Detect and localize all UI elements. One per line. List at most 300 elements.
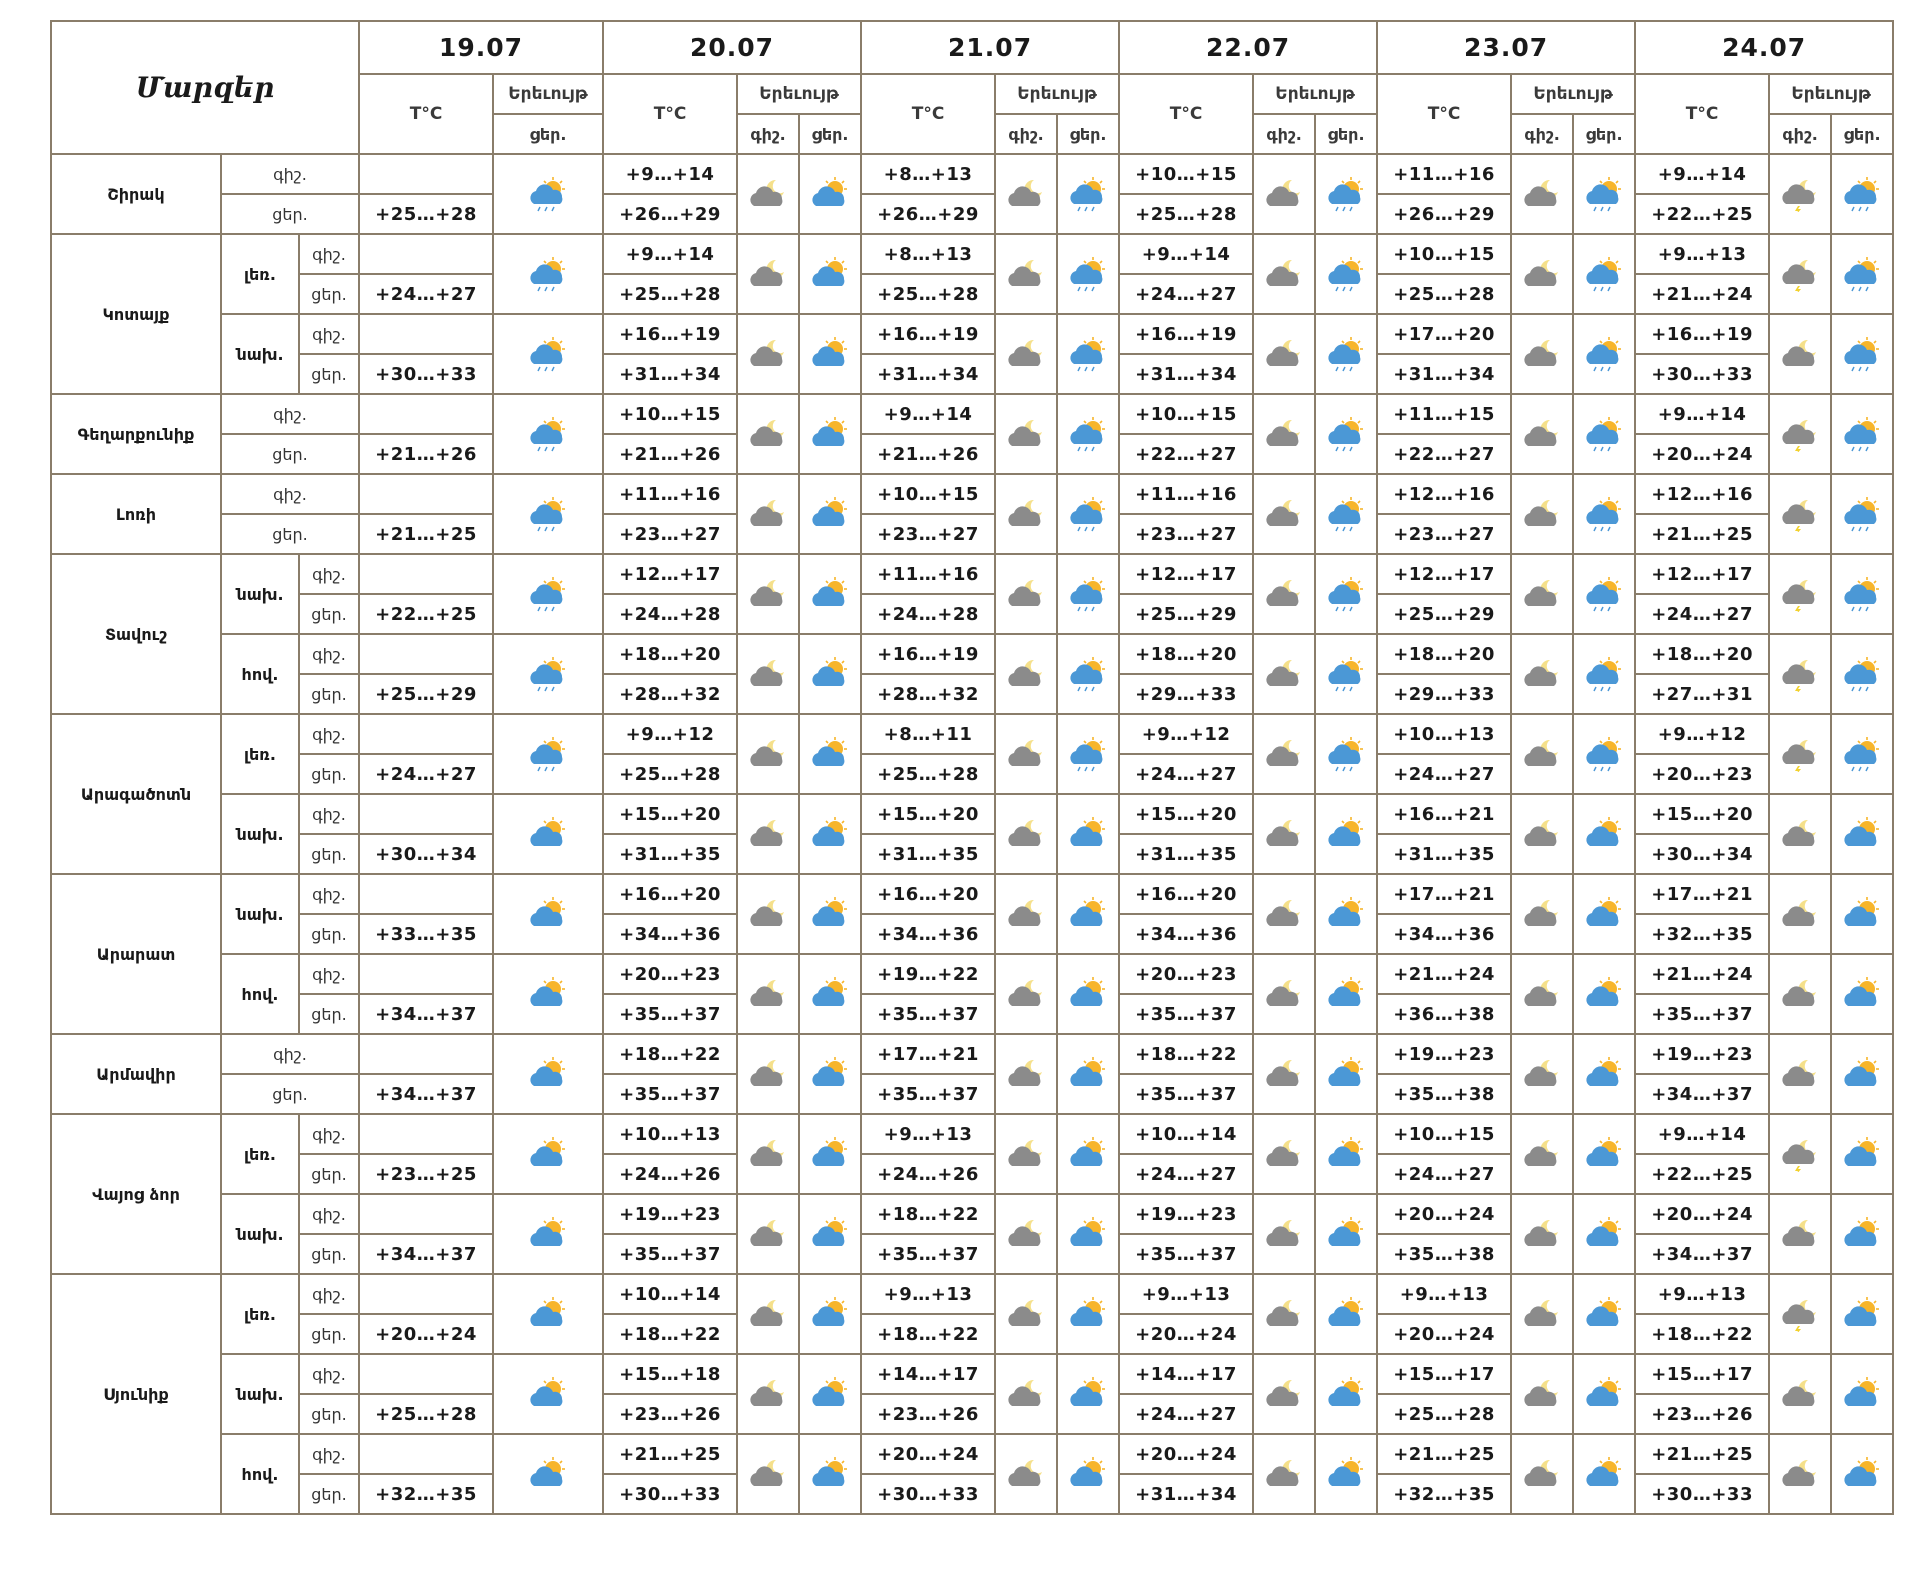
night-temp: +16…+20 — [861, 874, 995, 914]
day-temp: +31…+34 — [1377, 354, 1511, 394]
night-temp: +14…+17 — [861, 1354, 995, 1394]
day-temp: +24…+27 — [1119, 274, 1253, 314]
night-temp: +8…+11 — [861, 714, 995, 754]
day-weather-cell — [799, 1114, 861, 1194]
table-body — [51, 154, 1893, 1514]
night-weather-cell — [1253, 1434, 1315, 1514]
moon-cloud-icon — [1262, 576, 1306, 612]
day-weather-cell — [799, 794, 861, 874]
moon-cloud-icon — [1778, 336, 1822, 372]
day-weather-cell — [1057, 634, 1119, 714]
day-weather-cell — [1831, 1354, 1893, 1434]
day-weather-cell — [799, 1354, 861, 1434]
day-temp: +24…+27 — [1377, 1154, 1511, 1194]
night-temp: +21…+24 — [1635, 954, 1769, 994]
table-row — [51, 794, 1893, 834]
night-weather-cell — [737, 634, 799, 714]
zone-name: նախ. — [221, 1354, 299, 1434]
night-temp: +9…+14 — [1635, 154, 1769, 194]
night-temp: +11…+16 — [1119, 474, 1253, 514]
day-label: ցեր. — [299, 1394, 359, 1434]
night-weather-cell — [1253, 154, 1315, 234]
table-row — [51, 874, 1893, 914]
day-weather-cell — [1315, 874, 1377, 954]
day-temp: +28…+32 — [861, 674, 995, 714]
day-temp: +31…+35 — [603, 834, 737, 874]
night-weather-cell — [1253, 1114, 1315, 1194]
night-weather-cell — [737, 234, 799, 314]
table-row — [51, 234, 1893, 274]
day-temp: +25…+28 — [603, 274, 737, 314]
day-weather-cell — [1057, 554, 1119, 634]
night-temp: +9…+13 — [1635, 1274, 1769, 1314]
night-weather-cell — [1253, 1354, 1315, 1434]
sun-cloud-icon — [1066, 1456, 1110, 1492]
night-weather-cell — [995, 394, 1057, 474]
table-row — [51, 1034, 1893, 1074]
night-temp: +16…+20 — [1119, 874, 1253, 914]
moon-cloud-icon — [1520, 736, 1564, 772]
day-temp: +22…+25 — [1635, 194, 1769, 234]
moon-cloud-icon — [1262, 416, 1306, 452]
night-temp: +12…+17 — [1635, 554, 1769, 594]
weather-icon-cell — [493, 954, 603, 1034]
region-name: Արմավիր — [51, 1034, 221, 1114]
day-temp: +34…+37 — [359, 994, 493, 1034]
night-temp: +17…+21 — [1377, 874, 1511, 914]
sun-cloud-icon — [808, 1056, 852, 1092]
day-weather-cell — [799, 234, 861, 314]
day-weather-cell — [1573, 1034, 1635, 1114]
day-weather-cell — [1057, 1194, 1119, 1274]
day-temp: +31…+34 — [1119, 354, 1253, 394]
table-row — [51, 154, 1893, 194]
night-temp: +9…+14 — [1119, 234, 1253, 274]
sun-cloud-icon — [526, 1056, 570, 1092]
night-weather-cell — [995, 714, 1057, 794]
day-weather-cell — [1831, 314, 1893, 394]
day-temp: +20…+24 — [1119, 1314, 1253, 1354]
sun-cloud-icon — [808, 496, 852, 532]
sun-cloud-icon — [526, 976, 570, 1012]
sun-cloud-icon — [1066, 1376, 1110, 1412]
day-temp: +29…+33 — [1119, 674, 1253, 714]
sun-cloud-rain-icon — [1324, 576, 1368, 612]
weather-icon-cell — [493, 874, 603, 954]
night-temp: +20…+23 — [603, 954, 737, 994]
region-name: Կոտայք — [51, 234, 221, 394]
night-weather-cell — [995, 874, 1057, 954]
day-temp: +24…+26 — [603, 1154, 737, 1194]
night-temp: +11…+15 — [1377, 394, 1511, 434]
table-row — [51, 474, 1893, 514]
night-temp: +9…+14 — [1635, 1114, 1769, 1154]
day-temp: +25…+28 — [1119, 194, 1253, 234]
sun-cloud-icon — [1324, 1296, 1368, 1332]
moon-cloud-icon — [746, 976, 790, 1012]
day-weather-cell — [1315, 794, 1377, 874]
day-temp: +35…+37 — [1119, 994, 1253, 1034]
moon-cloud-icon — [1520, 416, 1564, 452]
night-temp — [359, 1194, 493, 1234]
night-temp: +21…+24 — [1377, 954, 1511, 994]
table-row — [51, 634, 1893, 674]
night-temp: +18…+22 — [861, 1194, 995, 1234]
night-weather-cell — [737, 1194, 799, 1274]
day-weather-cell — [1573, 1114, 1635, 1194]
day-weather-cell — [799, 394, 861, 474]
night-weather-cell — [995, 794, 1057, 874]
day-temp: +35…+37 — [861, 1074, 995, 1114]
day-weather-cell — [1831, 1434, 1893, 1514]
zone-name: հով. — [221, 954, 299, 1034]
night-temp: +16…+19 — [1635, 314, 1769, 354]
moon-cloud-icon — [746, 1296, 790, 1332]
moon-cloud-icon — [1520, 496, 1564, 532]
moon-cloud-icon — [1004, 576, 1048, 612]
day-weather-cell — [1831, 154, 1893, 234]
day-weather-cell — [1831, 1114, 1893, 1194]
moon-cloud-thunder-icon — [1778, 176, 1822, 212]
night-label: գիշ. — [299, 634, 359, 674]
night-temp — [359, 1274, 493, 1314]
weather-icon-cell — [493, 714, 603, 794]
night-weather-cell — [995, 474, 1057, 554]
night-label: գիշ. — [299, 1354, 359, 1394]
day-temp: +35…+37 — [861, 994, 995, 1034]
weather-icon-cell — [493, 634, 603, 714]
moon-cloud-icon — [1778, 1456, 1822, 1492]
night-weather-cell — [1511, 154, 1573, 234]
moon-cloud-icon — [746, 416, 790, 452]
day-temp: +31…+35 — [861, 834, 995, 874]
table-row — [51, 1114, 1893, 1154]
sun-cloud-icon — [808, 576, 852, 612]
day-label: ցեր. — [299, 754, 359, 794]
sun-cloud-rain-icon — [1582, 576, 1626, 612]
night-temp: +18…+22 — [1119, 1034, 1253, 1074]
date-header: 20.07 — [603, 21, 861, 74]
night-weather-cell — [1511, 1034, 1573, 1114]
day-temp: +24…+27 — [359, 754, 493, 794]
day-weather-cell — [1573, 634, 1635, 714]
sun-cloud-rain-icon — [1840, 256, 1884, 292]
night-label: գիշ. — [299, 1434, 359, 1474]
moon-cloud-icon — [746, 1056, 790, 1092]
night-temp: +15…+18 — [603, 1354, 737, 1394]
day-temp: +23…+25 — [359, 1154, 493, 1194]
day-temp: +23…+27 — [861, 514, 995, 554]
sun-cloud-rain-icon — [526, 416, 570, 452]
day-label: ցեր. — [299, 674, 359, 714]
sun-cloud-rain-icon — [1066, 576, 1110, 612]
night-temp: +8…+13 — [861, 234, 995, 274]
sun-cloud-icon — [1582, 1136, 1626, 1172]
night-weather-cell — [995, 1274, 1057, 1354]
night-weather-cell — [1769, 714, 1831, 794]
sun-cloud-icon — [808, 256, 852, 292]
sun-cloud-icon — [1582, 1056, 1626, 1092]
day-weather-cell — [799, 1274, 861, 1354]
night-temp — [359, 154, 493, 194]
day-temp: +31…+34 — [861, 354, 995, 394]
night-weather-cell — [995, 1434, 1057, 1514]
temp-column-header: T°C — [1377, 74, 1511, 154]
day-temp: +25…+29 — [1119, 594, 1253, 634]
night-temp: +9…+13 — [1119, 1274, 1253, 1314]
night-label: գիշ. — [221, 474, 359, 514]
day-temp: +23…+26 — [861, 1394, 995, 1434]
night-temp — [359, 634, 493, 674]
sun-cloud-icon — [1582, 1376, 1626, 1412]
day-label: ցեր. — [221, 194, 359, 234]
night-weather-cell — [737, 154, 799, 234]
moon-cloud-thunder-icon — [1778, 256, 1822, 292]
sun-cloud-icon — [1324, 1136, 1368, 1172]
table-row — [51, 1354, 1893, 1394]
day-weather-cell — [1057, 1034, 1119, 1114]
sun-cloud-icon — [1582, 896, 1626, 932]
day-label: ցեր. — [299, 1234, 359, 1274]
night-temp: +17…+20 — [1377, 314, 1511, 354]
day-temp: +25…+29 — [1377, 594, 1511, 634]
day-weather-cell — [1831, 954, 1893, 1034]
day-temp: +23…+27 — [603, 514, 737, 554]
night-temp: +16…+19 — [1119, 314, 1253, 354]
night-weather-cell — [737, 1034, 799, 1114]
weather-icon-cell — [493, 474, 603, 554]
night-weather-cell — [995, 554, 1057, 634]
day-temp: +25…+29 — [359, 674, 493, 714]
moon-cloud-icon — [1778, 1376, 1822, 1412]
night-temp: +14…+17 — [1119, 1354, 1253, 1394]
zone-name: հով. — [221, 1434, 299, 1514]
day-temp: +35…+37 — [603, 1074, 737, 1114]
day-temp: +21…+25 — [359, 514, 493, 554]
night-temp: +9…+14 — [603, 154, 737, 194]
sun-cloud-icon — [1066, 816, 1110, 852]
moon-cloud-thunder-icon — [1778, 416, 1822, 452]
night-temp: +21…+25 — [1377, 1434, 1511, 1474]
moon-cloud-icon — [1262, 976, 1306, 1012]
day-temp: +18…+22 — [1635, 1314, 1769, 1354]
day-weather-cell — [1831, 794, 1893, 874]
day-temp: +25…+28 — [861, 274, 995, 314]
moon-cloud-thunder-icon — [1778, 1136, 1822, 1172]
sun-cloud-icon — [1840, 896, 1884, 932]
sun-cloud-icon — [808, 416, 852, 452]
night-temp: +9…+14 — [603, 234, 737, 274]
day-weather-cell — [1573, 714, 1635, 794]
day-temp: +21…+26 — [359, 434, 493, 474]
day-label: ցեր. — [299, 834, 359, 874]
day-temp: +30…+33 — [359, 354, 493, 394]
sun-cloud-icon — [1582, 816, 1626, 852]
moon-cloud-icon — [1262, 1136, 1306, 1172]
day-weather-cell — [1057, 1274, 1119, 1354]
day-weather-cell — [1831, 554, 1893, 634]
day-temp: +22…+25 — [1635, 1154, 1769, 1194]
day-temp: +26…+29 — [861, 194, 995, 234]
temp-column-header: T°C — [861, 74, 995, 154]
moon-cloud-icon — [1778, 816, 1822, 852]
day-temp: +34…+37 — [359, 1074, 493, 1114]
day-weather-cell — [799, 634, 861, 714]
night-weather-cell — [1769, 634, 1831, 714]
day-temp: +26…+29 — [1377, 194, 1511, 234]
night-subheader: գիշ. — [1769, 114, 1831, 154]
temp-column-header: T°C — [359, 74, 493, 154]
night-temp: +10…+14 — [603, 1274, 737, 1314]
moon-cloud-icon — [1520, 1216, 1564, 1252]
night-temp: +21…+25 — [603, 1434, 737, 1474]
night-temp: +18…+20 — [1119, 634, 1253, 674]
moon-cloud-icon — [1262, 816, 1306, 852]
weather-icon-cell — [493, 234, 603, 314]
day-weather-cell — [1315, 1274, 1377, 1354]
moon-cloud-thunder-icon — [1778, 1296, 1822, 1332]
day-temp: +29…+33 — [1377, 674, 1511, 714]
zone-name: լեռ. — [221, 1274, 299, 1354]
night-weather-cell — [1253, 954, 1315, 1034]
sun-cloud-rain-icon — [1582, 256, 1626, 292]
sun-cloud-icon — [808, 1216, 852, 1252]
night-label: գիշ. — [299, 314, 359, 354]
day-temp: +23…+27 — [1377, 514, 1511, 554]
night-temp — [359, 1354, 493, 1394]
night-temp: +19…+23 — [1635, 1034, 1769, 1074]
day-subheader: ցեր. — [493, 114, 603, 154]
sun-cloud-rain-icon — [1066, 736, 1110, 772]
day-weather-cell — [1315, 1194, 1377, 1274]
day-temp: +30…+33 — [861, 1474, 995, 1514]
sun-cloud-icon — [1582, 1216, 1626, 1252]
night-weather-cell — [1253, 1194, 1315, 1274]
day-label: ցեր. — [299, 1474, 359, 1514]
sun-cloud-rain-icon — [1324, 416, 1368, 452]
night-label: գիշ. — [299, 554, 359, 594]
moon-cloud-icon — [1004, 416, 1048, 452]
night-weather-cell — [1511, 874, 1573, 954]
moon-cloud-thunder-icon — [1778, 736, 1822, 772]
day-temp: +24…+28 — [603, 594, 737, 634]
day-weather-cell — [1057, 874, 1119, 954]
night-temp — [359, 314, 493, 354]
night-temp: +15…+17 — [1377, 1354, 1511, 1394]
sun-cloud-icon — [1324, 1216, 1368, 1252]
regions-header: Մարզեր — [51, 21, 359, 154]
night-label: գիշ. — [221, 154, 359, 194]
moon-cloud-icon — [1262, 1296, 1306, 1332]
moon-cloud-icon — [1262, 256, 1306, 292]
day-weather-cell — [1315, 634, 1377, 714]
sun-cloud-rain-icon — [1066, 496, 1110, 532]
night-temp — [359, 874, 493, 914]
night-temp: +12…+16 — [1377, 474, 1511, 514]
night-weather-cell — [1769, 394, 1831, 474]
night-weather-cell — [1511, 1274, 1573, 1354]
day-temp: +23…+26 — [1635, 1394, 1769, 1434]
moon-cloud-icon — [746, 1216, 790, 1252]
sun-cloud-icon — [1324, 896, 1368, 932]
day-temp: +22…+27 — [1119, 434, 1253, 474]
sun-cloud-rain-icon — [1840, 736, 1884, 772]
night-weather-cell — [737, 714, 799, 794]
region-name: Արագածոտն — [51, 714, 221, 874]
night-weather-cell — [737, 314, 799, 394]
weather-icon-cell — [493, 554, 603, 634]
day-temp: +31…+34 — [603, 354, 737, 394]
night-weather-cell — [1769, 154, 1831, 234]
day-temp: +35…+37 — [1635, 994, 1769, 1034]
moon-cloud-icon — [1004, 1216, 1048, 1252]
region-name: Արարատ — [51, 874, 221, 1034]
night-temp: +9…+14 — [1635, 394, 1769, 434]
night-weather-cell — [1253, 314, 1315, 394]
night-temp: +18…+22 — [603, 1034, 737, 1074]
night-temp: +11…+16 — [603, 474, 737, 514]
moon-cloud-icon — [1520, 816, 1564, 852]
night-temp: +18…+20 — [1377, 634, 1511, 674]
night-weather-cell — [1511, 1354, 1573, 1434]
night-temp: +17…+21 — [1635, 874, 1769, 914]
night-temp: +10…+15 — [603, 394, 737, 434]
day-temp: +35…+38 — [1377, 1074, 1511, 1114]
day-weather-cell — [1573, 554, 1635, 634]
sun-cloud-rain-icon — [1324, 736, 1368, 772]
day-weather-cell — [1573, 874, 1635, 954]
sun-cloud-icon — [808, 896, 852, 932]
day-weather-cell — [799, 554, 861, 634]
day-weather-cell — [1057, 1114, 1119, 1194]
day-label: ցեր. — [299, 994, 359, 1034]
day-temp: +34…+37 — [359, 1234, 493, 1274]
sun-cloud-rain-icon — [1840, 656, 1884, 692]
night-weather-cell — [1253, 394, 1315, 474]
day-temp: +26…+29 — [603, 194, 737, 234]
day-weather-cell — [1057, 1434, 1119, 1514]
day-temp: +31…+35 — [1377, 834, 1511, 874]
day-label: ցեր. — [221, 1074, 359, 1114]
night-temp: +12…+17 — [1119, 554, 1253, 594]
region-name: Գեղարքունիք — [51, 394, 221, 474]
day-weather-cell — [799, 1434, 861, 1514]
day-weather-cell — [1831, 634, 1893, 714]
moon-cloud-icon — [1262, 176, 1306, 212]
day-temp: +25…+28 — [603, 754, 737, 794]
moon-cloud-icon — [1520, 336, 1564, 372]
moon-cloud-icon — [1520, 1136, 1564, 1172]
moon-cloud-icon — [1520, 1376, 1564, 1412]
night-subheader: գիշ. — [995, 114, 1057, 154]
night-temp: +15…+20 — [861, 794, 995, 834]
moon-cloud-icon — [1778, 1056, 1822, 1092]
night-weather-cell — [1511, 954, 1573, 1034]
night-weather-cell — [1253, 794, 1315, 874]
moon-cloud-icon — [1004, 656, 1048, 692]
night-label: գիշ. — [299, 1114, 359, 1154]
night-weather-cell — [1511, 634, 1573, 714]
moon-cloud-icon — [1004, 976, 1048, 1012]
night-temp: +9…+13 — [861, 1274, 995, 1314]
moon-cloud-icon — [1262, 1456, 1306, 1492]
night-temp: +10…+15 — [1119, 394, 1253, 434]
day-weather-cell — [1057, 154, 1119, 234]
night-temp: +17…+21 — [861, 1034, 995, 1074]
sun-cloud-icon — [1840, 1456, 1884, 1492]
day-temp: +35…+37 — [861, 1234, 995, 1274]
night-weather-cell — [1769, 1354, 1831, 1434]
